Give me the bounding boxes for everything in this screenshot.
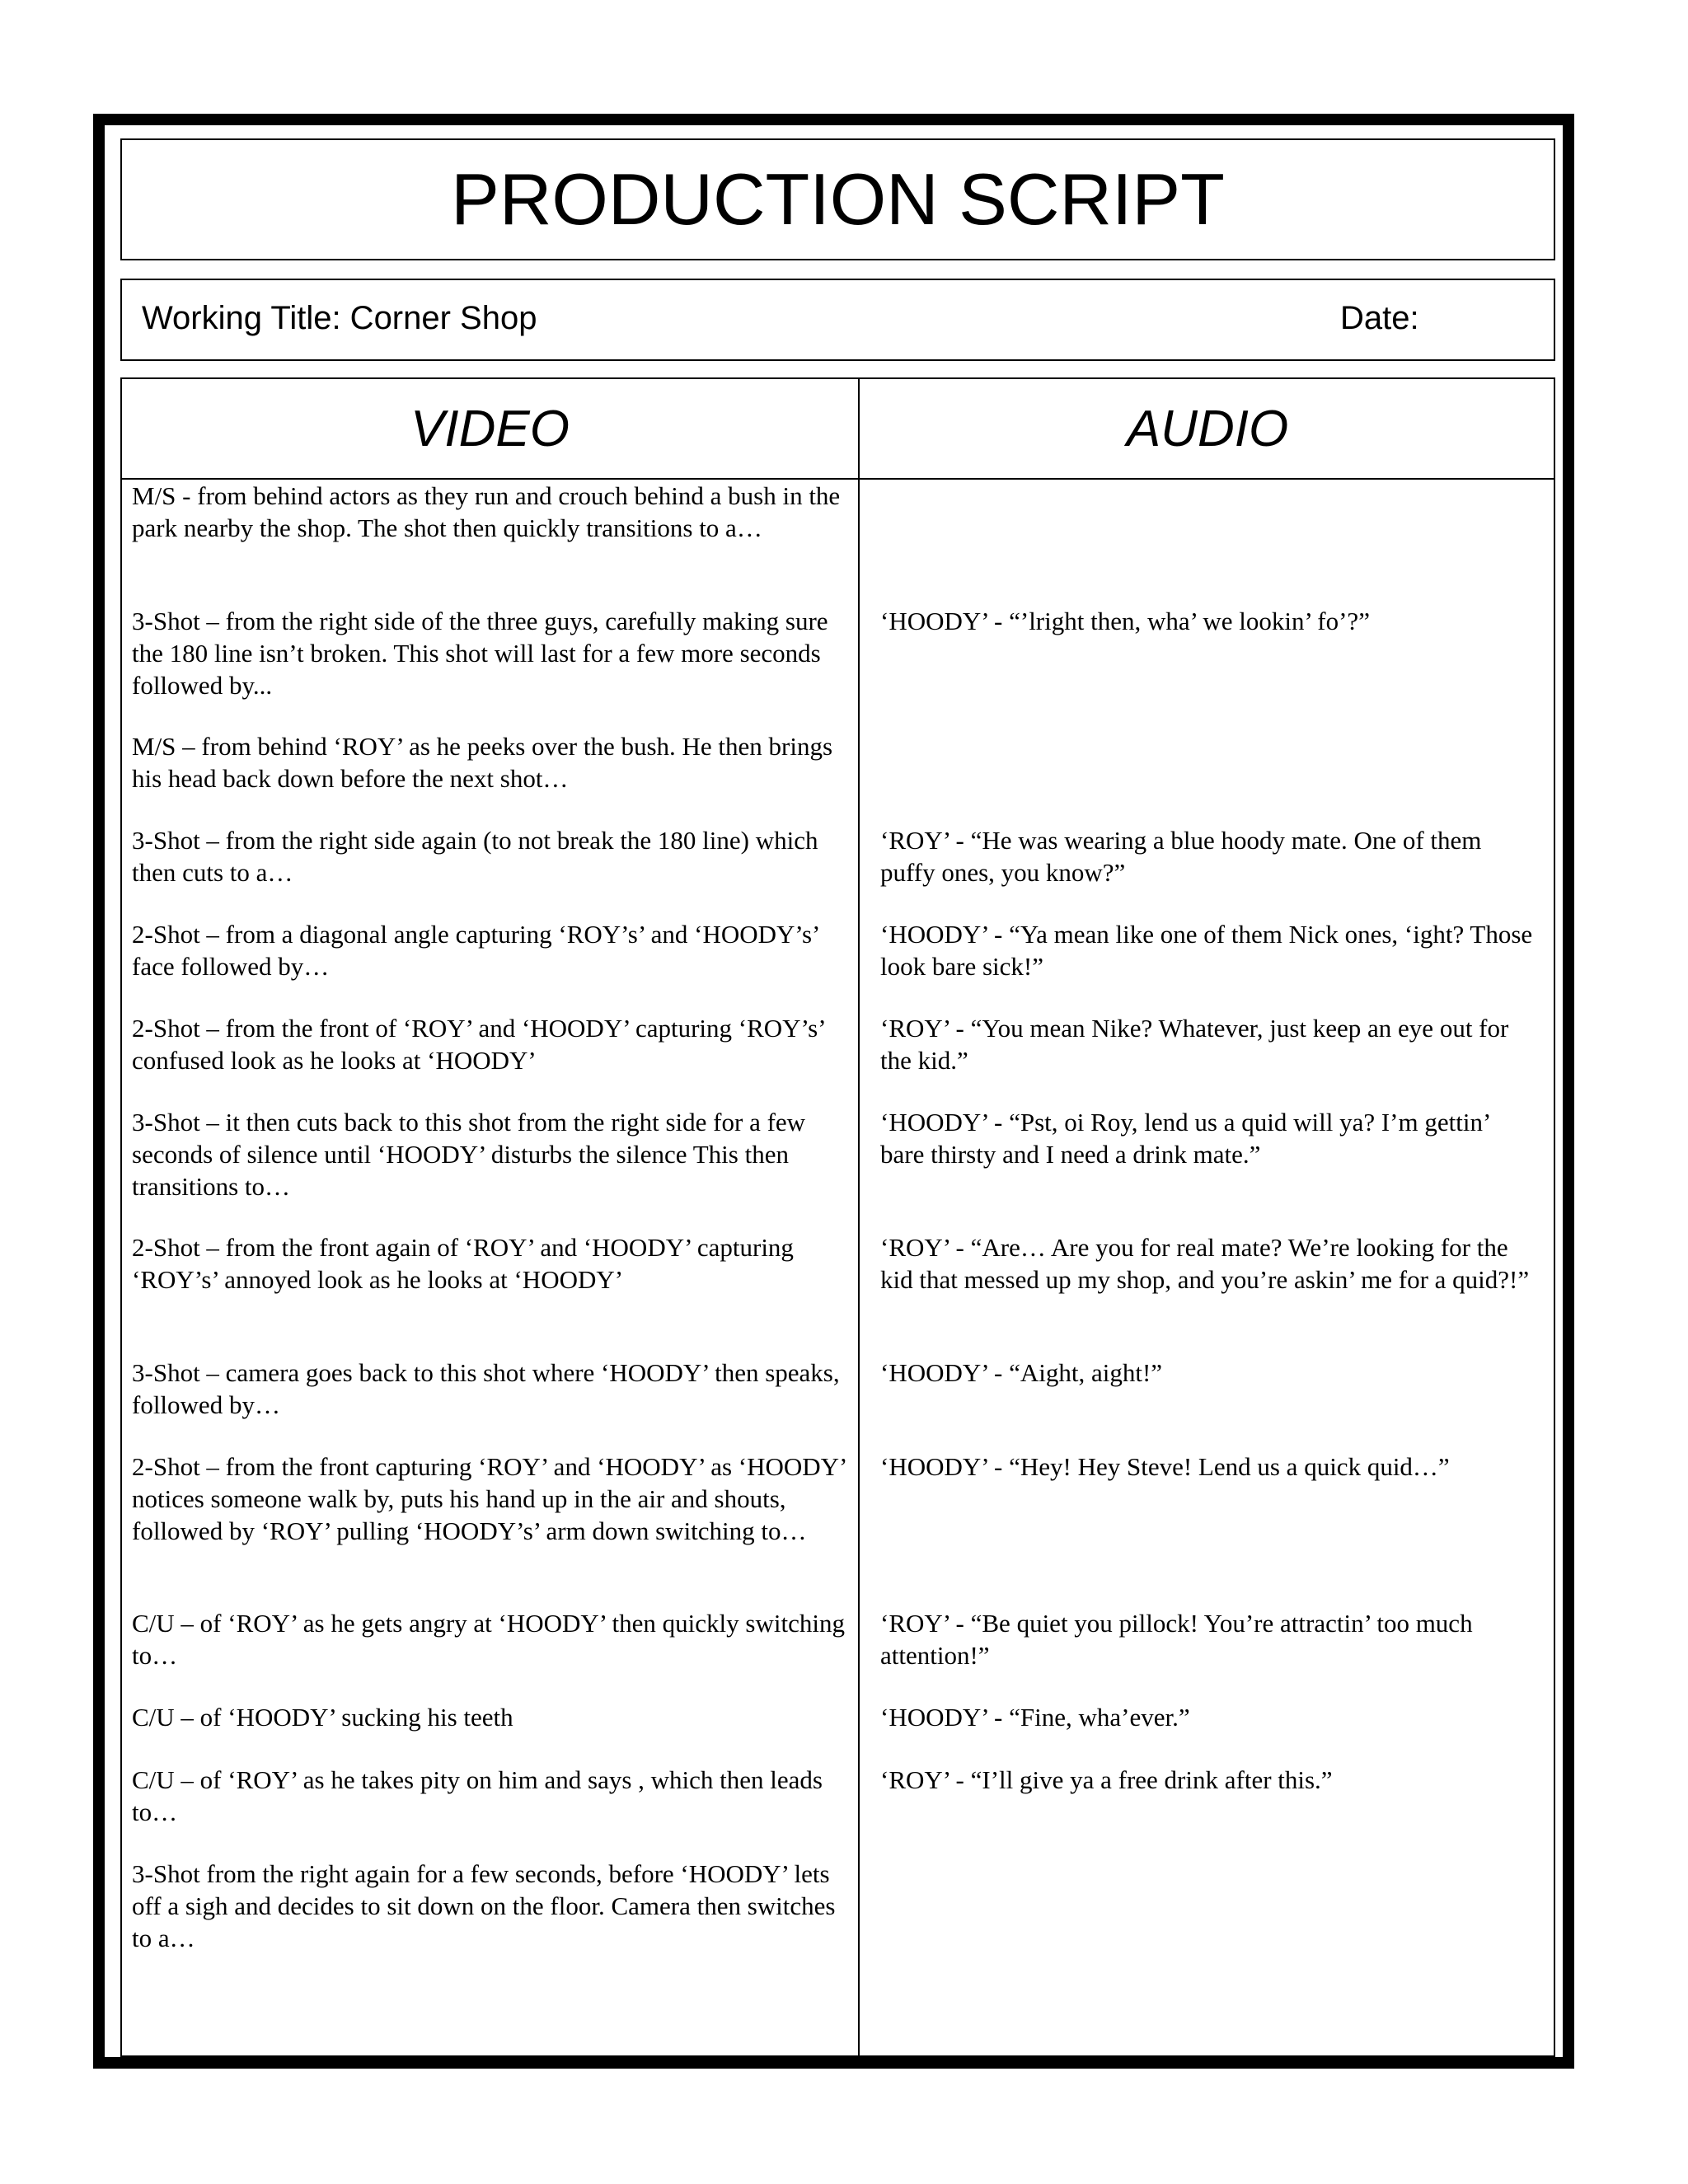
video-entry: 2-Shot – from the front capturing ‘ROY’ and ‘HOODY’ as ‘HOODY’ notices someone walk by, puts his hand up in the air and shouts, followed by ‘ROY’ pulling ‘HOODY’s’ arm down switching to… — [132, 1452, 846, 1545]
audio-entry: ‘HOODY’ - “Fine, wha’ever.” — [880, 1703, 1190, 1732]
video-entry: C/U – of ‘HOODY’ sucking his teeth — [132, 1703, 513, 1732]
video-entry: 2-Shot – from the front again of ‘ROY’ and ‘HOODY’ capturing ‘ROY’s’ annoyed look as he looks at ‘HOODY’ — [132, 1233, 794, 1294]
page-title: PRODUCTION SCRIPT — [451, 158, 1225, 240]
video-column-header: VIDEO — [410, 400, 570, 457]
video-entry: 2-Shot – from a diagonal angle capturing ‘ROY’s’ and ‘HOODY’s’ face followed by… — [132, 920, 819, 981]
video-entry: 3-Shot – it then cuts back to this shot from the right side for a few seconds of silence until ‘HOODY’ disturbs the silence This then transitions to… — [132, 1108, 806, 1201]
audio-column-header: AUDIO — [1126, 400, 1289, 457]
audio-entry: ‘HOODY’ - “Aight, aight!” — [880, 1358, 1163, 1387]
audio-entry: ‘HOODY’ - “Pst, oi Roy, lend us a quid will ya? I’m gettin’ bare thirsty and I need a drink mate.” — [880, 1108, 1489, 1169]
video-entry: 3-Shot – from the right side of the three guys, carefully making sure the 180 line isn’t broken. This shot will last for a few more seconds followed by... — [132, 607, 828, 700]
video-entry: M/S - from behind actors as they run and crouch behind a bush in the park nearby the shop. The shot then quickly transitions to a… — [132, 481, 841, 542]
audio-entry: ‘ROY’ - “Be quiet you pillock! You’re attractin’ too much attention!” — [880, 1609, 1473, 1670]
audio-entry: ‘HOODY’ - “’lright then, wha’ we lookin’ fo’?” — [880, 607, 1370, 635]
video-entry: C/U – of ‘ROY’ as he gets angry at ‘HOODY’ then quickly switching to… — [132, 1609, 845, 1670]
video-entry: 3-Shot – from the right side again (to not break the 180 line) which then cuts to a… — [132, 826, 818, 887]
script-table — [120, 377, 1555, 2057]
video-entry: 3-Shot from the right again for a few seconds, before ‘HOODY’ lets off a sigh and decides to sit down on the floor. Camera then switches to a… — [132, 1859, 836, 1952]
audio-entry: ‘HOODY’ - “Ya mean like one of them Nick ones, ‘ight? Those look bare sick!” — [880, 920, 1533, 981]
video-entry: 3-Shot – camera goes back to this shot where ‘HOODY’ then speaks, followed by… — [132, 1358, 840, 1419]
audio-entry: ‘ROY’ - “Are… Are you for real mate? We’re looking for the kid that messed up my shop, and you’re askin’ me for a quid?!” — [880, 1233, 1530, 1294]
info-box — [120, 279, 1555, 361]
video-entry: 2-Shot – from the front of ‘ROY’ and ‘HOODY’ capturing ‘ROY’s’ confused look as he looks at ‘HOODY’ — [132, 1014, 825, 1075]
audio-entry: ‘ROY’ - “You mean Nike? Whatever, just keep an eye out for the kid.” — [880, 1014, 1509, 1075]
audio-entry: ‘HOODY’ - “Hey! Hey Steve! Lend us a quick quid…” — [880, 1452, 1450, 1481]
audio-entry: ‘ROY’ - “I’ll give ya a free drink after this.” — [880, 1765, 1333, 1794]
video-entry: M/S – from behind ‘ROY’ as he peeks over the bush. He then brings his head back down before the next shot… — [132, 732, 833, 793]
video-entry: C/U – of ‘ROY’ as he takes pity on him and says , which then leads to… — [132, 1765, 823, 1826]
title-box — [120, 138, 1555, 260]
date-label: Date: — [1340, 300, 1419, 336]
column-divider — [858, 379, 860, 2055]
working-title: Working Title: Corner Shop — [142, 300, 537, 336]
audio-entry: ‘ROY’ - “He was wearing a blue hoody mate. One of them puffy ones, you know?” — [880, 826, 1482, 887]
